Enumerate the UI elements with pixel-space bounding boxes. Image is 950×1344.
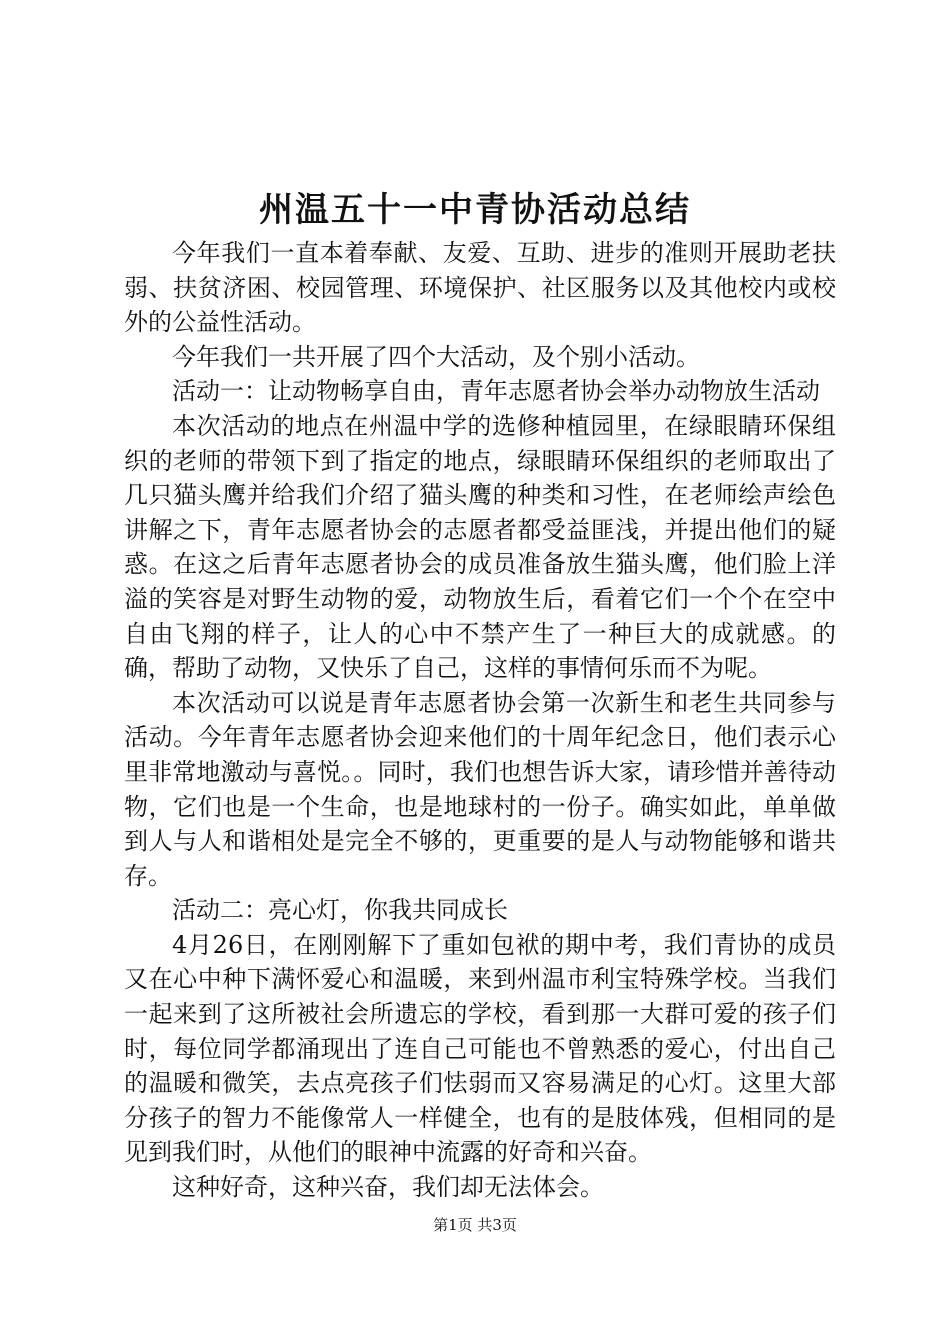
paragraph-intro: 今年我们一直本着奉献、友爱、互助、进步的准则开展助老扶弱、扶贫济困、校园管理、环境保护、社区服务以及其他校内或校外的公益性活动。 xyxy=(124,239,836,337)
heading-activity-two: 活动二：亮心灯，你我共同成长 xyxy=(172,896,508,925)
paragraph-activity-two-closing: 这种好奇，这种兴奋，我们却无法体会。 xyxy=(172,1173,604,1202)
paragraph-overview: 今年我们一共开展了四个大活动，及个别小活动。 xyxy=(172,342,700,371)
document-title: 州温五十一中青协活动总结 xyxy=(259,190,691,230)
page-number-footer: 第1页 共3页 xyxy=(433,1216,517,1234)
paragraph-activity-one-details: 本次活动的地点在州温中学的选修种植园里，在绿眼睛环保组织的老师的带领下到了指定的地点，绿眼睛环保组织的老师取出了几只猫头鹰并给我们介绍了猫头鹰的种类和习性，在老师绘声绘色讲解之下，青年志愿者协会的志愿者都受益匪浅，并提出他们的疑惑。在这之后青年志愿者协会的成员准备放生猫头鹰，他们脸上洋溢的笑容是对野生动物的爱，动物放生后，看着它们一个个在空中自由飞翔的样子，让人的心中不禁产生了一种巨大的成就感。的确，帮助了动物，又快乐了自己，这样的事情何乐而不为呢。 xyxy=(124,411,836,683)
document-body xyxy=(124,236,836,1205)
paragraph-activity-one-summary: 本次活动可以说是青年志愿者协会第一次新生和老生共同参与活动。今年青年志愿者协会迎来他们的十周年纪念日，他们表示心里非常地激动与喜悦。。同时，我们也想告诉大家，请珍惜并善待动物，它们也是一个生命，也是地球村的一份子。确实如此，单单做到人与人和谐相处是完全不够的，更重要的是人与动物能够和谐共存。 xyxy=(124,688,836,890)
heading-activity-one: 活动一：让动物畅享自由，青年志愿者协会举办动物放生活动 xyxy=(172,377,820,406)
paragraph-activity-two-details: 4月26日，在刚刚解下了重如包袱的期中考，我们青协的成员又在心中种下满怀爱心和温暖，来到州温市利宝特殊学校。当我们一起来到了这所被社会所遗忘的学校，看到那一大群可爱的孩子们时，每位同学都涌现出了连自己可能也不曾熟悉的爱心，付出自己的温暖和微笑，去点亮孩子们怯弱而又容易满足的心灯。这里大部分孩子的智力不能像常人一样健全，也有的是肢体残，但相同的是见到我们时，从他们的眼神中流露的好奇和兴奋。 xyxy=(124,930,836,1167)
